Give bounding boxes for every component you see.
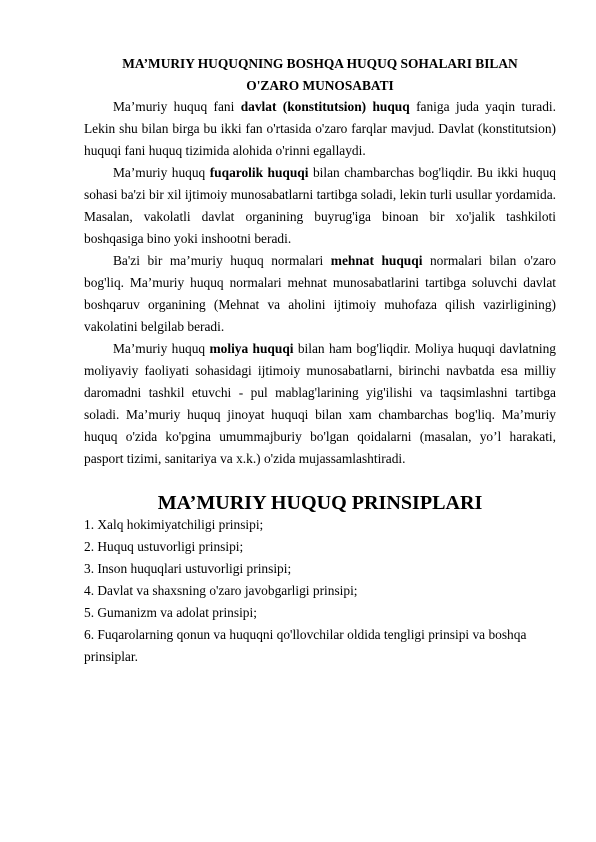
list-item: 4. Davlat va shaxsning o'zaro javobgarligi prinsipi; [84, 583, 358, 598]
section-spacer [84, 470, 556, 492]
list-item: 5. Gumanizm va adolat prinsipi; [84, 605, 257, 620]
paragraph-civil-law: Ma’muriy huquq fuqarolik huquqi bilan chambarchas bog'liqdir. Bu ikki huquq sohasi ba'zi bir xil ijtimoiy munosabatlarni tartibga soladi, lekin turli usullar yordamida. Masalan, vakolatli davlat organining buyrug'iga binoan bir xo'jalik tashkiloti boshqasiga bino yoki inshootni beradi. [84, 165, 557, 246]
paragraph-constitutional-law: Ma’muriy huquq fani davlat (konstitutsion) huquq faniga juda yaqin turadi. Lekin shu bilan birga bu ikki fan o'rtasida o'zaro farqlar mavjud. Davlat (konstitutsion) huquqi fani huquq tizimida alohida o'rinni egallaydi. [84, 99, 556, 158]
term-labor-law: mehnat huquqi [330, 253, 423, 268]
principles-list [84, 514, 556, 668]
title-line-1: MA’MURIY HUQUQNING BOSHQA HUQUQ SOHALARI BILAN [122, 56, 518, 71]
document-page [84, 53, 556, 668]
list-item: 2. Huquq ustuvorligi prinsipi; [84, 539, 244, 554]
list-item: 3. Inson huquqlari ustuvorligi prinsipi; [84, 561, 292, 576]
paragraph-labor-law: Ba'zi bir ma’muriy huquq normalari mehnat huquqi normalari bilan o'zaro bog'liq. Ma’muriy huquq normalari mehnat munosabatlarini tartibga soluvchi davlat boshqaruv organining (Mehnat va aholini ijtimoiy muhofaza qilish vazirligining) vakolatini belgilab beradi. [84, 253, 556, 334]
document-title [84, 53, 556, 96]
term-finance-law: moliya huquqi [209, 341, 294, 356]
section-title: MA’MURIY HUQUQ PRINSIPLARI [157, 492, 483, 514]
title-line-2: O'ZARO MUNOSABATI [246, 77, 394, 93]
term-constitutional-law: davlat (konstitutsion) huquq [240, 99, 410, 114]
list-item: 1. Xalq hokimiyatchiligi prinsipi; [84, 517, 264, 532]
paragraph-finance-law: Ma’muriy huquq moliya huquqi bilan ham bog'liqdir. Moliya huquqi davlatning moliyaviy faoliyati sohasidagi ijtimoiy munosabatlarni, birinchi navbatda esa milliy daromadni tashkil etuvchi - pul mablag'larining yig'ilishi va taqsimlashni tartibga soladi. Ma’muriy huquq jinoyat huquqi bilan xam chambarchas bog'liq. Ma’muriy huquq o'zida ko'pgina umummajburiy bo'lgan qoidalarni (masalan, yo’l harakati, pasport tizimi, sanitariya va x.k.) o'zida mujassamlashtiradi. [84, 341, 556, 466]
term-civil-law: fuqarolik huquqi [209, 165, 309, 180]
list-item: 6. Fuqarolarning qonun va huquqni qo'llovchilar oldida tengligi prinsipi va boshqa prinsiplar. [84, 627, 527, 664]
